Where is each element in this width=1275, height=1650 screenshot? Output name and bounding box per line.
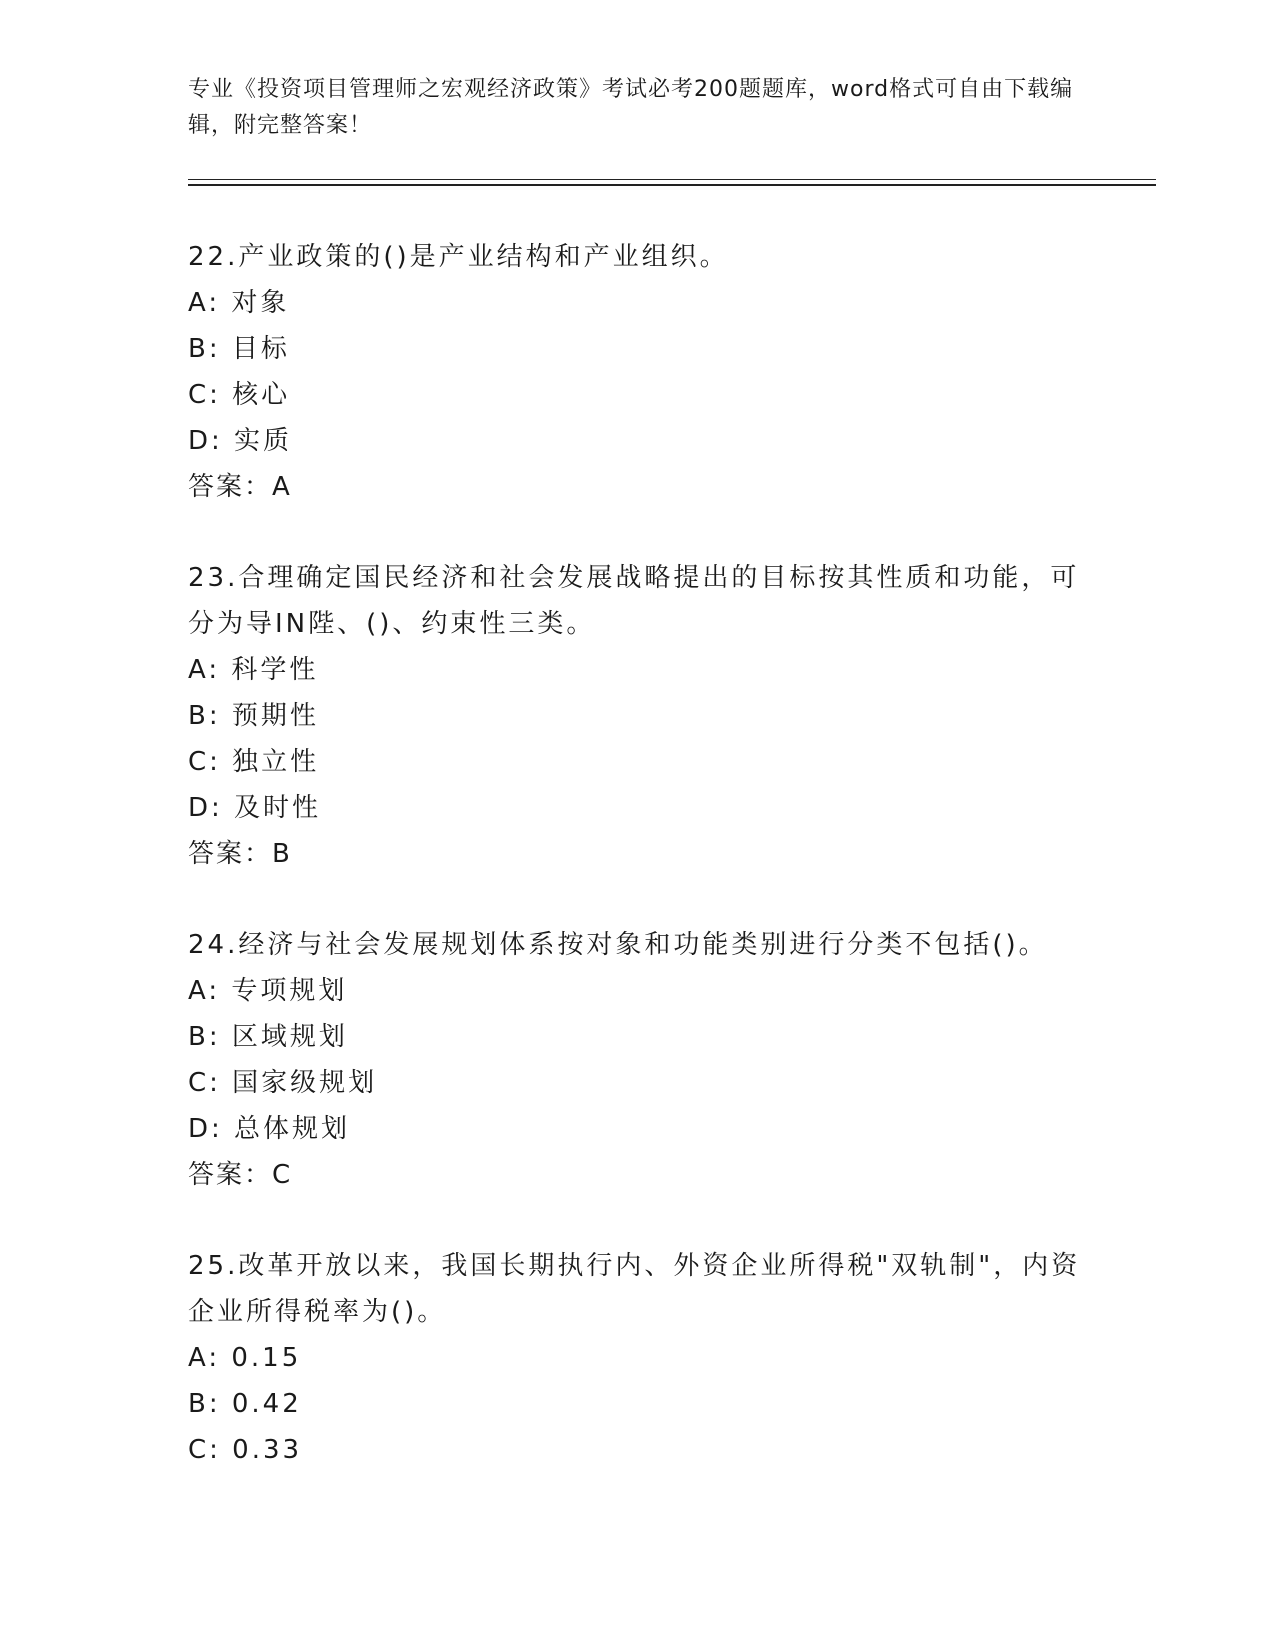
option-d: D: 及时性 bbox=[188, 793, 322, 823]
answer: 答案：C bbox=[188, 1160, 293, 1190]
option-d: D: 总体规划 bbox=[188, 1114, 351, 1144]
question-stem: 23.合理确定国民经济和社会发展战略提出的目标按其性质和功能，可分为导IN陛、()、约束性三类。 bbox=[188, 563, 1080, 639]
option-b: B: 目标 bbox=[188, 334, 290, 364]
question-22 bbox=[188, 234, 1088, 510]
option-a: A: 科学性 bbox=[188, 655, 319, 685]
option-c: C: 独立性 bbox=[188, 747, 320, 777]
question-stem: 25.改革开放以来，我国长期执行内、外资企业所得税"双轨制"，内资企业所得税率为()。 bbox=[188, 1251, 1081, 1327]
option-c: C: 核心 bbox=[188, 380, 291, 410]
option-b: B: 预期性 bbox=[188, 701, 319, 731]
question-23 bbox=[188, 555, 1088, 877]
header-divider-top bbox=[188, 179, 1156, 180]
option-b: B: 0.42 bbox=[188, 1389, 302, 1419]
question-24 bbox=[188, 922, 1088, 1198]
option-d: D: 实质 bbox=[188, 426, 293, 456]
answer: 答案：B bbox=[188, 839, 292, 869]
header-divider-bottom bbox=[188, 184, 1156, 186]
question-25 bbox=[188, 1243, 1088, 1473]
question-stem: 22.产业政策的()是产业结构和产业组织。 bbox=[188, 242, 729, 272]
answer: 答案：A bbox=[188, 472, 292, 502]
document-header: 专业《投资项目管理师之宏观经济政策》考试必考200题题库，word格式可自由下载编辑，附完整答案！ bbox=[188, 77, 1074, 138]
option-a: A: 0.15 bbox=[188, 1343, 302, 1373]
option-a: A: 对象 bbox=[188, 288, 290, 318]
option-c: C: 国家级规划 bbox=[188, 1068, 378, 1098]
question-stem: 24.经济与社会发展规划体系按对象和功能类别进行分类不包括()。 bbox=[188, 930, 1048, 960]
option-a: A: 专项规划 bbox=[188, 976, 348, 1006]
option-c: C: 0.33 bbox=[188, 1435, 303, 1465]
option-b: B: 区域规划 bbox=[188, 1022, 348, 1052]
